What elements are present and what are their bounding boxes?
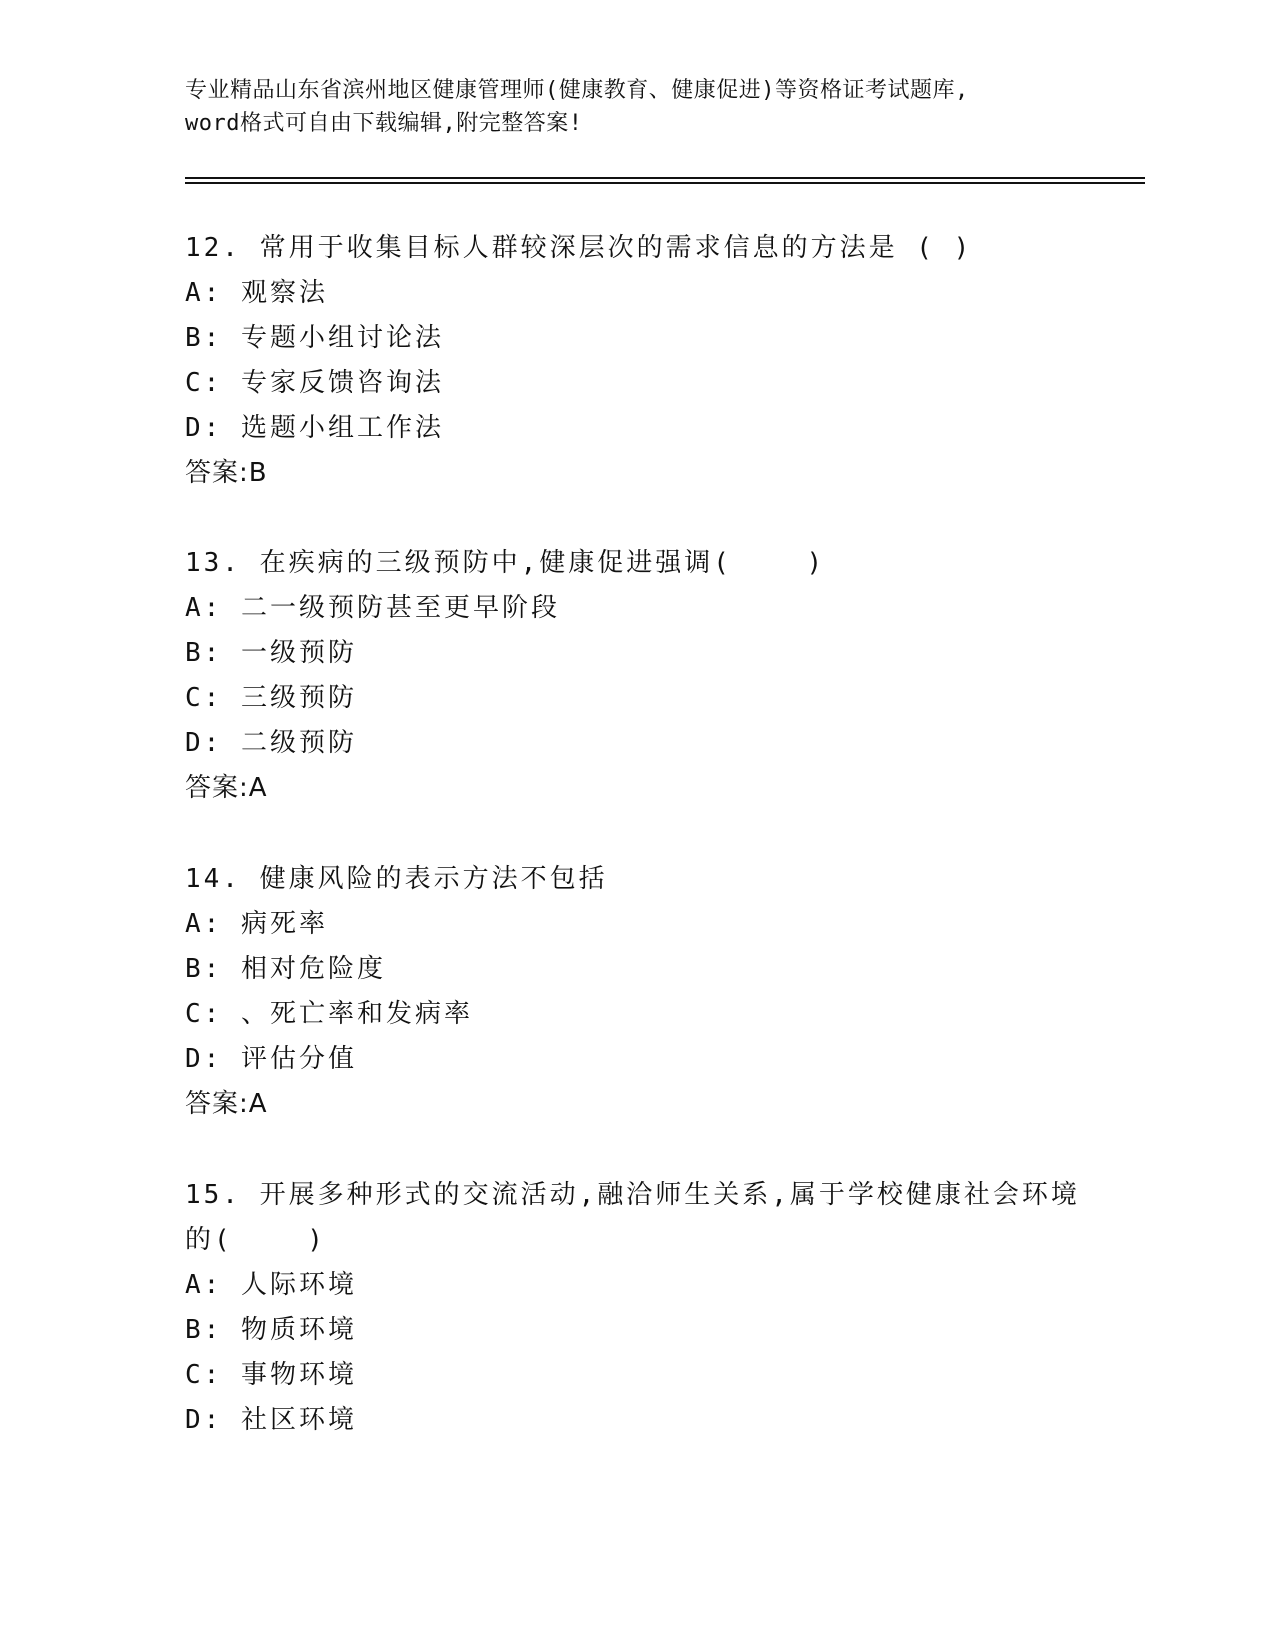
option-c: C: 事物环境 xyxy=(185,1360,357,1390)
option-c: C: 专家反馈咨询法 xyxy=(185,368,444,398)
option-d: D: 评估分值 xyxy=(185,1044,357,1074)
header-line-2: word格式可自由下载编辑,附完整答案! xyxy=(185,111,583,136)
question-14 xyxy=(185,857,1085,1127)
question-13 xyxy=(185,541,1085,811)
question-12 xyxy=(185,226,1085,496)
question-stem: 12. 常用于收集目标人群较深层次的需求信息的方法是 ( ) xyxy=(185,233,973,263)
option-b: B: 相对危险度 xyxy=(185,954,386,984)
question-stem-line-2: 的( ) xyxy=(185,1225,326,1255)
option-a: A: 人际环境 xyxy=(185,1270,357,1300)
option-a: A: 病死率 xyxy=(185,909,328,939)
question-stem: 13. 在疾病的三级预防中,健康促进强调( ) xyxy=(185,548,826,578)
question-15 xyxy=(185,1173,1085,1443)
header-line-1: 专业精品山东省滨州地区健康管理师(健康教育、健康促进)等资格证考试题库, xyxy=(185,78,969,103)
option-b: B: 一级预防 xyxy=(185,638,357,668)
option-d: D: 社区环境 xyxy=(185,1405,357,1435)
option-c: C: 三级预防 xyxy=(185,683,357,713)
answer-line: 答案:A xyxy=(185,1089,268,1119)
document-header xyxy=(185,74,1085,140)
question-stem: 14. 健康风险的表示方法不包括 xyxy=(185,864,608,894)
header-divider-bottom xyxy=(185,182,1145,184)
option-a: A: 观察法 xyxy=(185,278,328,308)
header-divider-top xyxy=(185,177,1145,179)
option-a: A: 二一级预防甚至更早阶段 xyxy=(185,593,560,623)
answer-line: 答案:B xyxy=(185,458,268,488)
option-b: B: 物质环境 xyxy=(185,1315,357,1345)
question-stem-line-1: 15. 开展多种形式的交流活动,融洽师生关系,属于学校健康社会环境 xyxy=(185,1180,1080,1210)
option-d: D: 二级预防 xyxy=(185,728,357,758)
option-c: C: 、死亡率和发病率 xyxy=(185,999,473,1029)
answer-line: 答案:A xyxy=(185,773,268,803)
option-d: D: 选题小组工作法 xyxy=(185,413,444,443)
option-b: B: 专题小组讨论法 xyxy=(185,323,444,353)
